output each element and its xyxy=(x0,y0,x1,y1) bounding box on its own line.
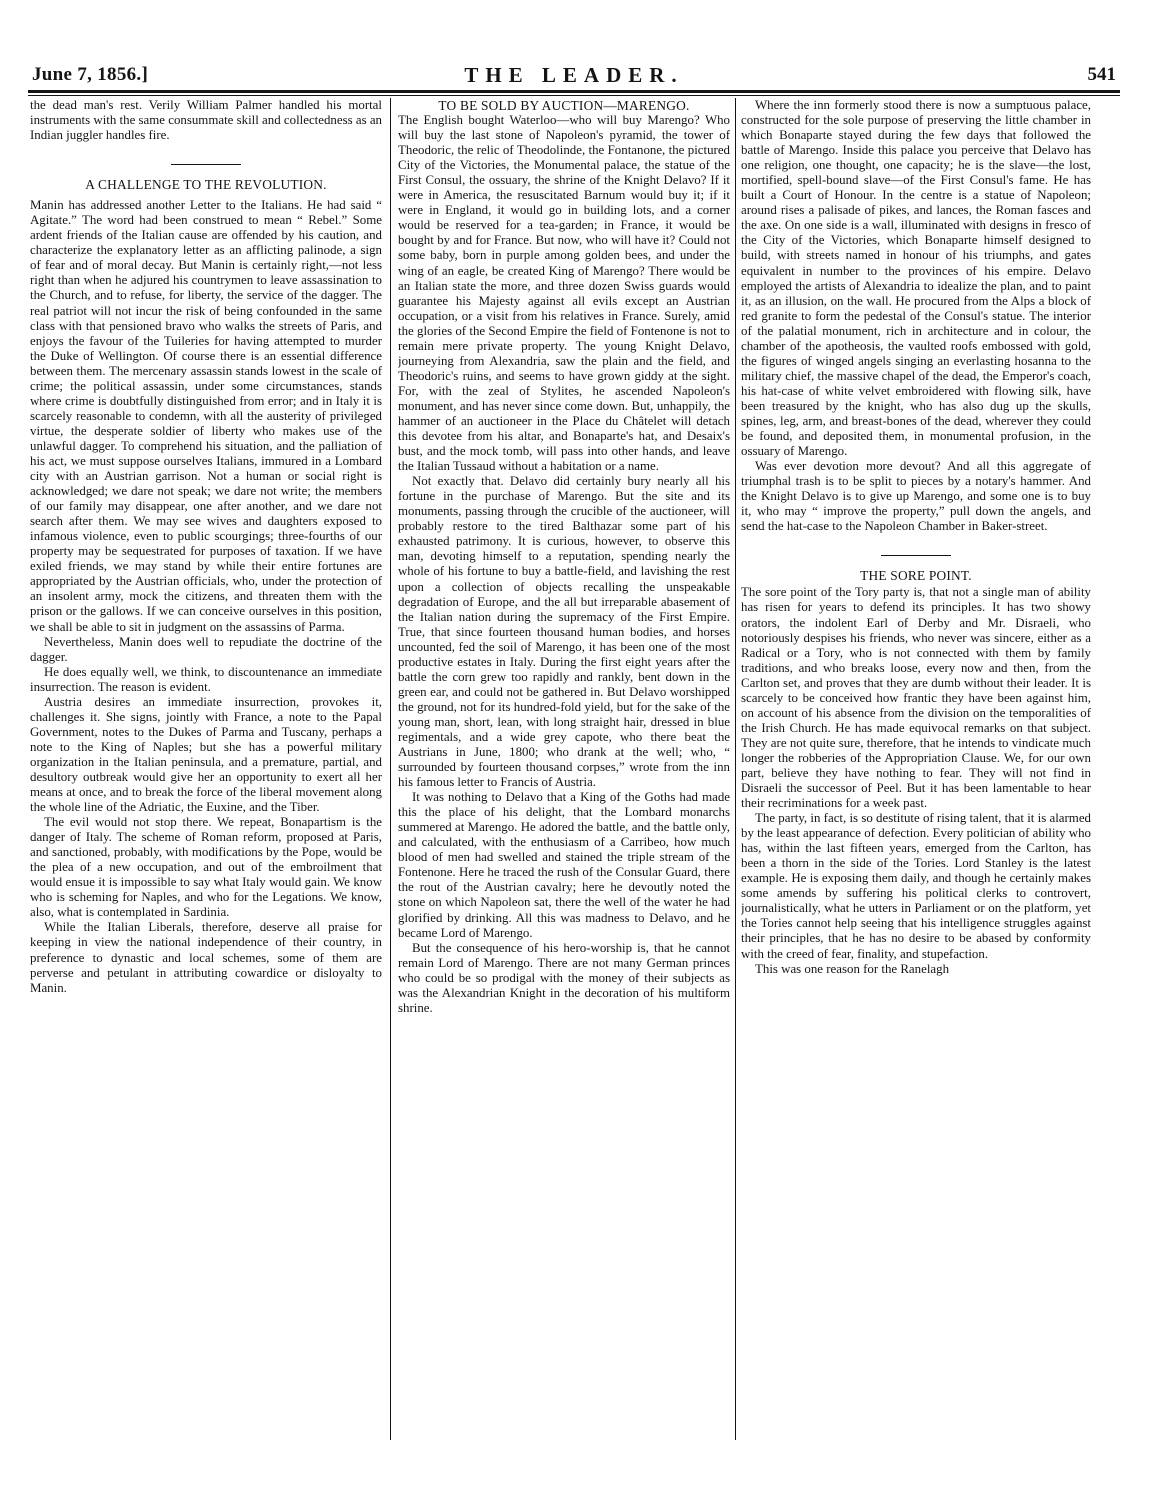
article-paragraph: He does equally well, we think, to discountenance an immediate insurrection. The reason is evident. xyxy=(30,664,382,694)
article-paragraph: Was ever devotion more devout? And all this aggregate of triumphal trash is to be split to pieces by a notary's hammer. And the Knight Delavo is to give up Marengo, and some one is to buy it, who may “ improve the property,” pull down the angels, and send the hat-case to the Napoleon Chamber in Baker-street. xyxy=(741,459,1091,534)
article-paragraph: But the consequence of his hero-worship is, that he cannot remain Lord of Marengo. There are not many German princes who could be so prodigal with the money of their subjects as was the Alexandrian Knight in the decoration of his multiform shrine. xyxy=(398,940,730,1015)
page-number: 541 xyxy=(1087,64,1116,85)
header-rule-thick xyxy=(28,90,1120,93)
page-header xyxy=(28,62,1120,88)
article-paragraph: Austria desires an immediate insurrection, provokes it, challenges it. She signs, jointly with France, a note to the Papal Government, notes to the Dukes of Parma and Tuscany, perhaps a note to the King of Naples; but she has a powerful military organization in the Italian peninsula, and a premature, partial, and desultory outbreak would give her an opportunity to exert all her means at once, and to break the force of the liberal movement along the whole line of the Adriatic, the Euxine, and the Tiber. xyxy=(30,694,382,815)
column-3 xyxy=(741,98,1091,1458)
article-heading-marengo: TO BE SOLD BY AUCTION—MARENGO. xyxy=(438,98,690,113)
article-paragraph: The evil would not stop there. We repeat, Bonapartism is the danger of Italy. The scheme of Roman reform, proposed at Paris, and sanctioned, probably, with modifications by the Pope, would be the plea of a new occupation, and out of the embroilment that would ensue it is impossible to say what Italy would gain. We know who is scheming for Naples, and who for the Legations. We know, also, what is contemplated in Sardinia. xyxy=(30,815,382,920)
article-paragraph: The English bought Waterloo—who will buy Marengo? Who will buy the last stone of Napoleon's pyramid, the tower of Theodoric, the relic of Theodolinde, the Fontanone, the pictured City of the Victories, the Monumental palace, the statue of the First Consul, the ossuary, the shrine of the Knight Delavo? If it were in America, the resuscitated Barnum would buy it; if it were in England, it would go in building lots, and a corner would be reserved for a tea-garden; in France, it would be bought by and for France. But now, who will have it? Could not some baby, born in purple among golden bees, and under the wing of an eagle, be created King of Marengo? There would be an Italian state the more, and three dozen Swiss guards would guarantee his Majesty against all evils except an Austrian occupation, or a visit from his relatives in France. Surely, amid the glories of the Second Empire the field of Fontenone is not to remain mere private property. The young Knight Delavo, journeying from Alexandria, saw the plain and the field, and Theodoric's ruins, and seems to have grown giddy at the sight. For, with the zeal of Stylites, he ascended Napoleon's monument, and has never since come down. But, unhappily, the hammer of an auctioneer in the Place du Châtelet will detach this devotee from his altar, and Bonaparte's hat, and Desaix's bust, and the mock tomb, will pass into other hands, and leave the Italian Tussaud without a habitation or a name. xyxy=(398,113,730,474)
article-paragraph: While the Italian Liberals, therefore, deserve all praise for keeping in view the national independence of their country, in preference to dynastic and local schemes, some of them are perverse and petulant in attributing cowardice or disloyalty to Manin. xyxy=(30,920,382,995)
issue-date: June 7, 1856.] xyxy=(32,64,149,85)
column-divider-1 xyxy=(390,98,391,1440)
article-paragraph: The party, in fact, is so destitute of rising talent, that it is alarmed by the least appearance of defection. Every politician of ability who has, within the last fifteen years, emerged from the Carlton, has been a thorn in the side of the Tories. Lord Stanley is the latest example. He is exposing them daily, and though he certainly makes some amends by suffering his political clerks to controvert, journalistically, what he utters in Parliament or on the platform, yet the Tories cannot help seeing that his intelligence struggles against their principles, that he has no desire to be abased by conformity with the creed of fear, finality, and stupefaction. xyxy=(741,811,1091,961)
column-divider-2 xyxy=(735,98,736,1440)
column-1 xyxy=(30,98,382,1458)
column-2 xyxy=(398,98,730,1458)
article-heading-challenge: A CHALLENGE TO THE REVOLUTION. xyxy=(85,177,327,193)
article-separator xyxy=(881,555,951,556)
article-paragraph: It was nothing to Delavo that a King of the Goths had made this the place of his delight, that the Lombard monarchs summered at Marengo. He adored the battle, and the battle only, and calculated, with the enthusiasm of a Carribeo, how much blood of men had swelled and stained the triple stream of the Fontenone. Here he traced the rush of the Consular Guard, there the rout of the Austrian cavalry; here he devoutly noted the stone on which Napoleon sat, there the well of the water he had glorified by drinking. All this was madness to Delavo, and he became Lord of Marengo. xyxy=(398,790,730,940)
continued-text: the dead man's rest. Verily William Palmer handled his mortal instruments with the same consummate skill and collectedness as an Indian juggler handles fire. xyxy=(30,98,382,143)
article-paragraph: The sore point of the Tory party is, that not a single man of ability has risen for years to defend its principles. It has two showy orators, the indolent Earl of Derby and Mr. Disraeli, who notoriously despises his friends, who never was sincere, either as a Radical or a Tory, who is not connected with them by family traditions, and who breaks loose, every now and then, from the Carlton set, and proves that they are dumb without their leader. It is scarcely to be conceived how frantic they have been against him, on account of his absence from the division on the temporalities of the Irish Church. He has made equivocal remarks on that subject. They are not quite sure, therefore, that he intends to vindicate much longer the robberies of the Appropriation Clause. We, for our own part, believe they have nothing to fear. They will not find in Disraeli the successor of Peel. But it has been lamentable to hear their recriminations for a week past. xyxy=(741,585,1091,811)
masthead-title: THE LEADER. xyxy=(464,63,684,87)
article-paragraph: Where the inn formerly stood there is now a sumptuous palace, constructed for the sole purpose of preserving the little chamber in which Bonaparte stayed during the few days that followed the battle of Marengo. Inside this palace you perceive that Delavo has one religion, one thought, one capacity; he is the slave—the lost, mortified, spell-bound slave—of the First Consul's fame. He has built a Court of Honour. In the centre is a statue of Napoleon; around rises a palisade of pikes, and lances, the Roman fasces and the axe. On one side is a wall, illuminated with designs in fresco of the City of the Victories, which Bonaparte himself designed to build, with streets named in honour of his triumphs, and gates equivalent in number to the provinces of his empire. Delavo employed the artists of Alexandria to idealize the plan, and to paint it, as an illusion, on the wall. He procured from the Alps a block of red granite to form the pedestal of the Consul's statue. The interior of the palatial monument, rich in architecture and in colour, the chamber of the apotheosis, the vaulted roofs embossed with gold, the figures of winged angels singing an everlasting hosanna to the military chief, the massive chapel of the dead, the Emperor's coach, his hat-case of white velvet embroidered with flowing silk, have been treasured by the knight, who has also dug up the skulls, spines, leg, arm, and breast-bones of the dead, wherever they could be found, and deposited them, in monumental profusion, in the ossuary of Marengo. xyxy=(741,98,1091,459)
article-paragraph: Manin has addressed another Letter to the Italians. He had said “ Agitate.” The word had been construed to mean “ Rebel.” Some ardent friends of the Italian cause are offended by his caution, and characterize the explanatory letter as an afflicting palinode, a sign of fear and of moral decay. But Manin is certainly right,—not less right than when he adjured his countrymen to leave assassination to the Church, and to refuse, for liberty, the service of the dagger. The real patriot will not incur the risk of being confounded in the same class with that pensioned bravo who walks the streets of Paris, and enjoys the favour of the Tuileries for having attempted to murder the Duke of Wellington. Of course there is an essential difference between them. The mercenary assassin stands lowest in the scale of crime; the political assassin, under some circumstances, stands where crime is doubtfully distinguished from error; and in Italy it is scarcely reasonable to condemn, with all the austerity of privileged virtue, the desperate soldier of liberty who makes use of the unlawful dagger. To comprehend his situation, and the palliation of his act, we must suppose ourselves Italians, immured in a Lombard city with an Austrian garrison. Not a human or social right is acknowledged; we dare not speak; we dare not write; the members of our family may disappear, one after another, and we dare not search after them. We may see wives and daughters exposed to infamous violence, even to public scourgings; three-fourths of our property may be sequestrated for purposes of taxation. If we have exiled friends, we may stand by while their entire fortunes are appropriated by the Austrian officials, who, under the protection of an insolent army, mock the citizens, and threaten them with the prison or the gallows. If we can conceive ourselves in this position, we shall be able to sit in judgment on the assassins of Parma. xyxy=(30,198,382,634)
article-paragraph: Nevertheless, Manin does well to repudiate the doctrine of the dagger. xyxy=(30,634,382,664)
article-paragraph: Not exactly that. Delavo did certainly bury nearly all his fortune in the purchase of Marengo. But the site and its monuments, passing through the crucible of the auctioneer, will probably restore to the tired Balthazar some part of his exhausted patrimony. It is curious, however, to observe this man, devoting himself to a reputation, spending nearly the whole of his fortune to buy a battle-field, and lavishing the rest upon a collection of objects recalling the unspeakable degradation of Europe, and the all but irreparable abasement of the Italian nation during the supremacy of the First Empire. True, that since fourteen thousand human bodies, and horses uncounted, fed the soil of Marengo, it has been one of the most productive estates in Italy. During the first eight years after the battle the corn grew too rapidly and rankly, bent down in the green ear, and could not be gathered in. But Delavo worshipped the ground, not for its hundred-fold yield, but for the sake of the young man, short, lean, with long straight hair, dressed in blue regimentals, and a wide grey capote, who there beat the Austrians in June, 1800; who drank at the well; who, “ surrounded by fourteen thousand corpses,” wrote from the inn his famous letter to Francis of Austria. xyxy=(398,474,730,790)
article-separator xyxy=(171,164,241,165)
header-rule-thin xyxy=(28,95,1120,96)
article-heading-sore-point: THE SORE POINT. xyxy=(860,568,972,584)
article-paragraph: This was one reason for the Ranelagh xyxy=(755,961,950,976)
